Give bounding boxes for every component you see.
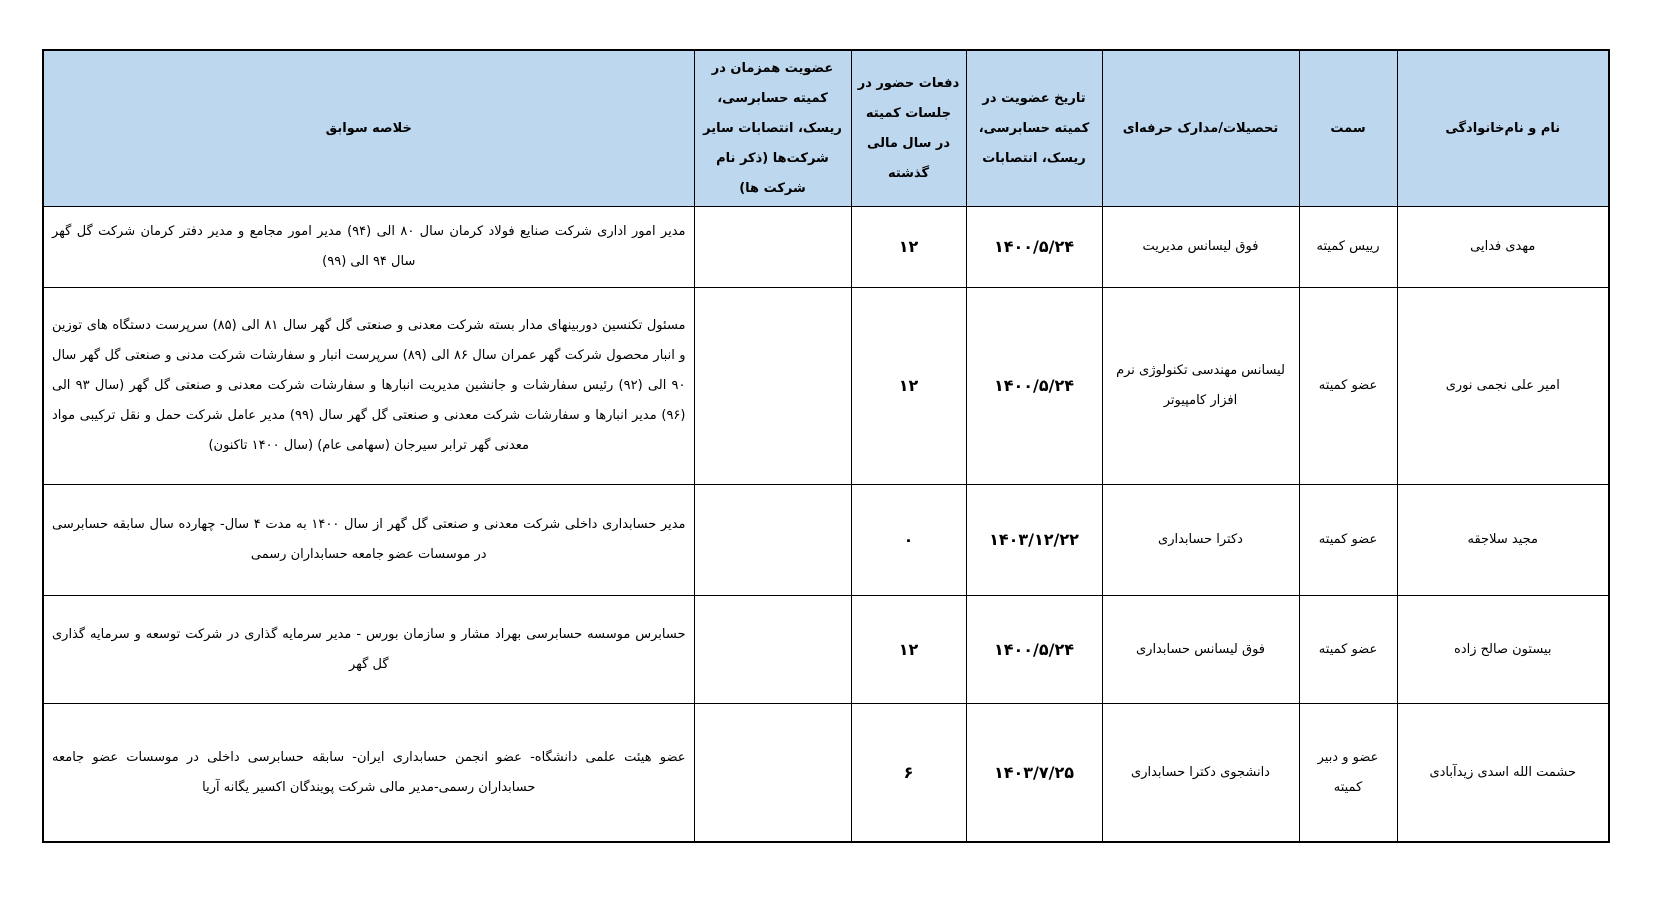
cell-membership-date: ۱۴۰۰/۵/۲۴ [966, 207, 1102, 288]
table-row [43, 288, 1609, 485]
cell-summary: مدیر امور اداری شرکت صنایع فولاد کرمان سال ۸۰ الی (۹۴) مدیر امور مجامع و مدیر دفتر کرمان شرکت گل گهر سال ۹۴ الی (۹۹) [43, 207, 694, 288]
cell-membership-date: ۱۴۰۳/۷/۲۵ [966, 704, 1102, 843]
table-row [43, 207, 1609, 288]
cell-attendance: ۱۲ [851, 288, 966, 485]
table-row [43, 485, 1609, 596]
cell-education: فوق لیسانس مدیریت [1102, 207, 1299, 288]
cell-summary: حسابرس موسسه حسابرسی بهراد مشار و سازمان بورس - مدیر سرمایه گذاری در شرکت توسعه و سرمایه گذاری گل گهر [43, 596, 694, 704]
header-row [43, 50, 1609, 207]
cell-education: دکترا حسابداری [1102, 485, 1299, 596]
cell-education: فوق لیسانس حسابداری [1102, 596, 1299, 704]
cell-education: لیسانس مهندسی تکنولوژی نرم افزار کامپیوتر [1102, 288, 1299, 485]
cell-position: رییس کمیته [1299, 207, 1397, 288]
cell-concurrent-membership [694, 207, 851, 288]
cell-summary: مسئول تکنسین دوربینهای مدار بسته شرکت معدنی و صنعتی گل گهر سال ۸۱ الی (۸۵) سرپرست دستگاه های توزین و انبار محصول شرکت گهر عمران سال ۸۶ الی (۸۹) سرپرست انبار و سفارشات شرکت مدنی و صنعتی گل گهر سال ۹۰ الی (۹۲) رئیس سفارشات و جانشین مدیریت انبارها و سفارشات شرکت معدنی و صنعتی گل گهر (سال ۹۳ الی (۹۶) مدیر انبارها و سفارشات شرکت معدنی و صنعتی گل گهر سال (۹۹) مدیر عامل شرکت حمل و نقل ترکیبی مواد معدنی گهر ترابر سیرجان (سهامی عام) (سال ۱۴۰۰ تاکنون) [43, 288, 694, 485]
cell-attendance: ۱۲ [851, 596, 966, 704]
cell-concurrent-membership [694, 288, 851, 485]
committee-members-table [42, 49, 1610, 843]
cell-membership-date: ۱۴۰۰/۵/۲۴ [966, 596, 1102, 704]
cell-concurrent-membership [694, 485, 851, 596]
header-concurrent-membership: عضویت همزمان در کمیته حسابرسی، ریسک، انتصابات سایر شرکت‌ها (ذکر نام شرکت ها) [694, 50, 851, 207]
cell-concurrent-membership [694, 704, 851, 843]
cell-position: عضو کمیته [1299, 485, 1397, 596]
header-summary: خلاصه سوابق [43, 50, 694, 207]
cell-attendance: ۰ [851, 485, 966, 596]
header-name: نام و نام‌خانوادگی [1397, 50, 1609, 207]
cell-position: عضو کمیته [1299, 288, 1397, 485]
table-row [43, 704, 1609, 843]
cell-name: حشمت الله اسدی زیدآبادی [1397, 704, 1609, 843]
header-education: تحصیلات/مدارک حرفه‌ای [1102, 50, 1299, 207]
cell-position: عضو و دبیر کمیته [1299, 704, 1397, 843]
cell-name: مهدی فدایی [1397, 207, 1609, 288]
cell-membership-date: ۱۴۰۳/۱۲/۲۲ [966, 485, 1102, 596]
cell-membership-date: ۱۴۰۰/۵/۲۴ [966, 288, 1102, 485]
cell-education: دانشجوی دکترا حسابداری [1102, 704, 1299, 843]
header-attendance: دفعات حضور در جلسات کمیته در سال مالی گذشته [851, 50, 966, 207]
header-membership-date: تاریخ عضویت در کمیته حسابرسی، ریسک، انتصابات [966, 50, 1102, 207]
header-position: سمت [1299, 50, 1397, 207]
cell-name: مجید سلاجقه [1397, 485, 1609, 596]
cell-concurrent-membership [694, 596, 851, 704]
cell-name: بیستون صالح زاده [1397, 596, 1609, 704]
cell-attendance: ۶ [851, 704, 966, 843]
cell-summary: عضو هیئت علمی دانشگاه- عضو انجمن حسابداری ایران- سابقه حسابرسی داخلی در موسسات عضو جامعه حسابداران رسمی-مدیر مالی شرکت پویندگان اکسیر یگانه آریا [43, 704, 694, 843]
cell-summary: مدیر حسابداری داخلی شرکت معدنی و صنعتی گل گهر از سال ۱۴۰۰ به مدت ۴ سال- چهارده سال سابقه حسابرسی در موسسات عضو جامعه حسابداران رسمی [43, 485, 694, 596]
cell-name: امیر علی نجمی نوری [1397, 288, 1609, 485]
committee-table-container [42, 49, 1608, 843]
cell-position: عضو کمیته [1299, 596, 1397, 704]
cell-attendance: ۱۲ [851, 207, 966, 288]
table-row [43, 596, 1609, 704]
